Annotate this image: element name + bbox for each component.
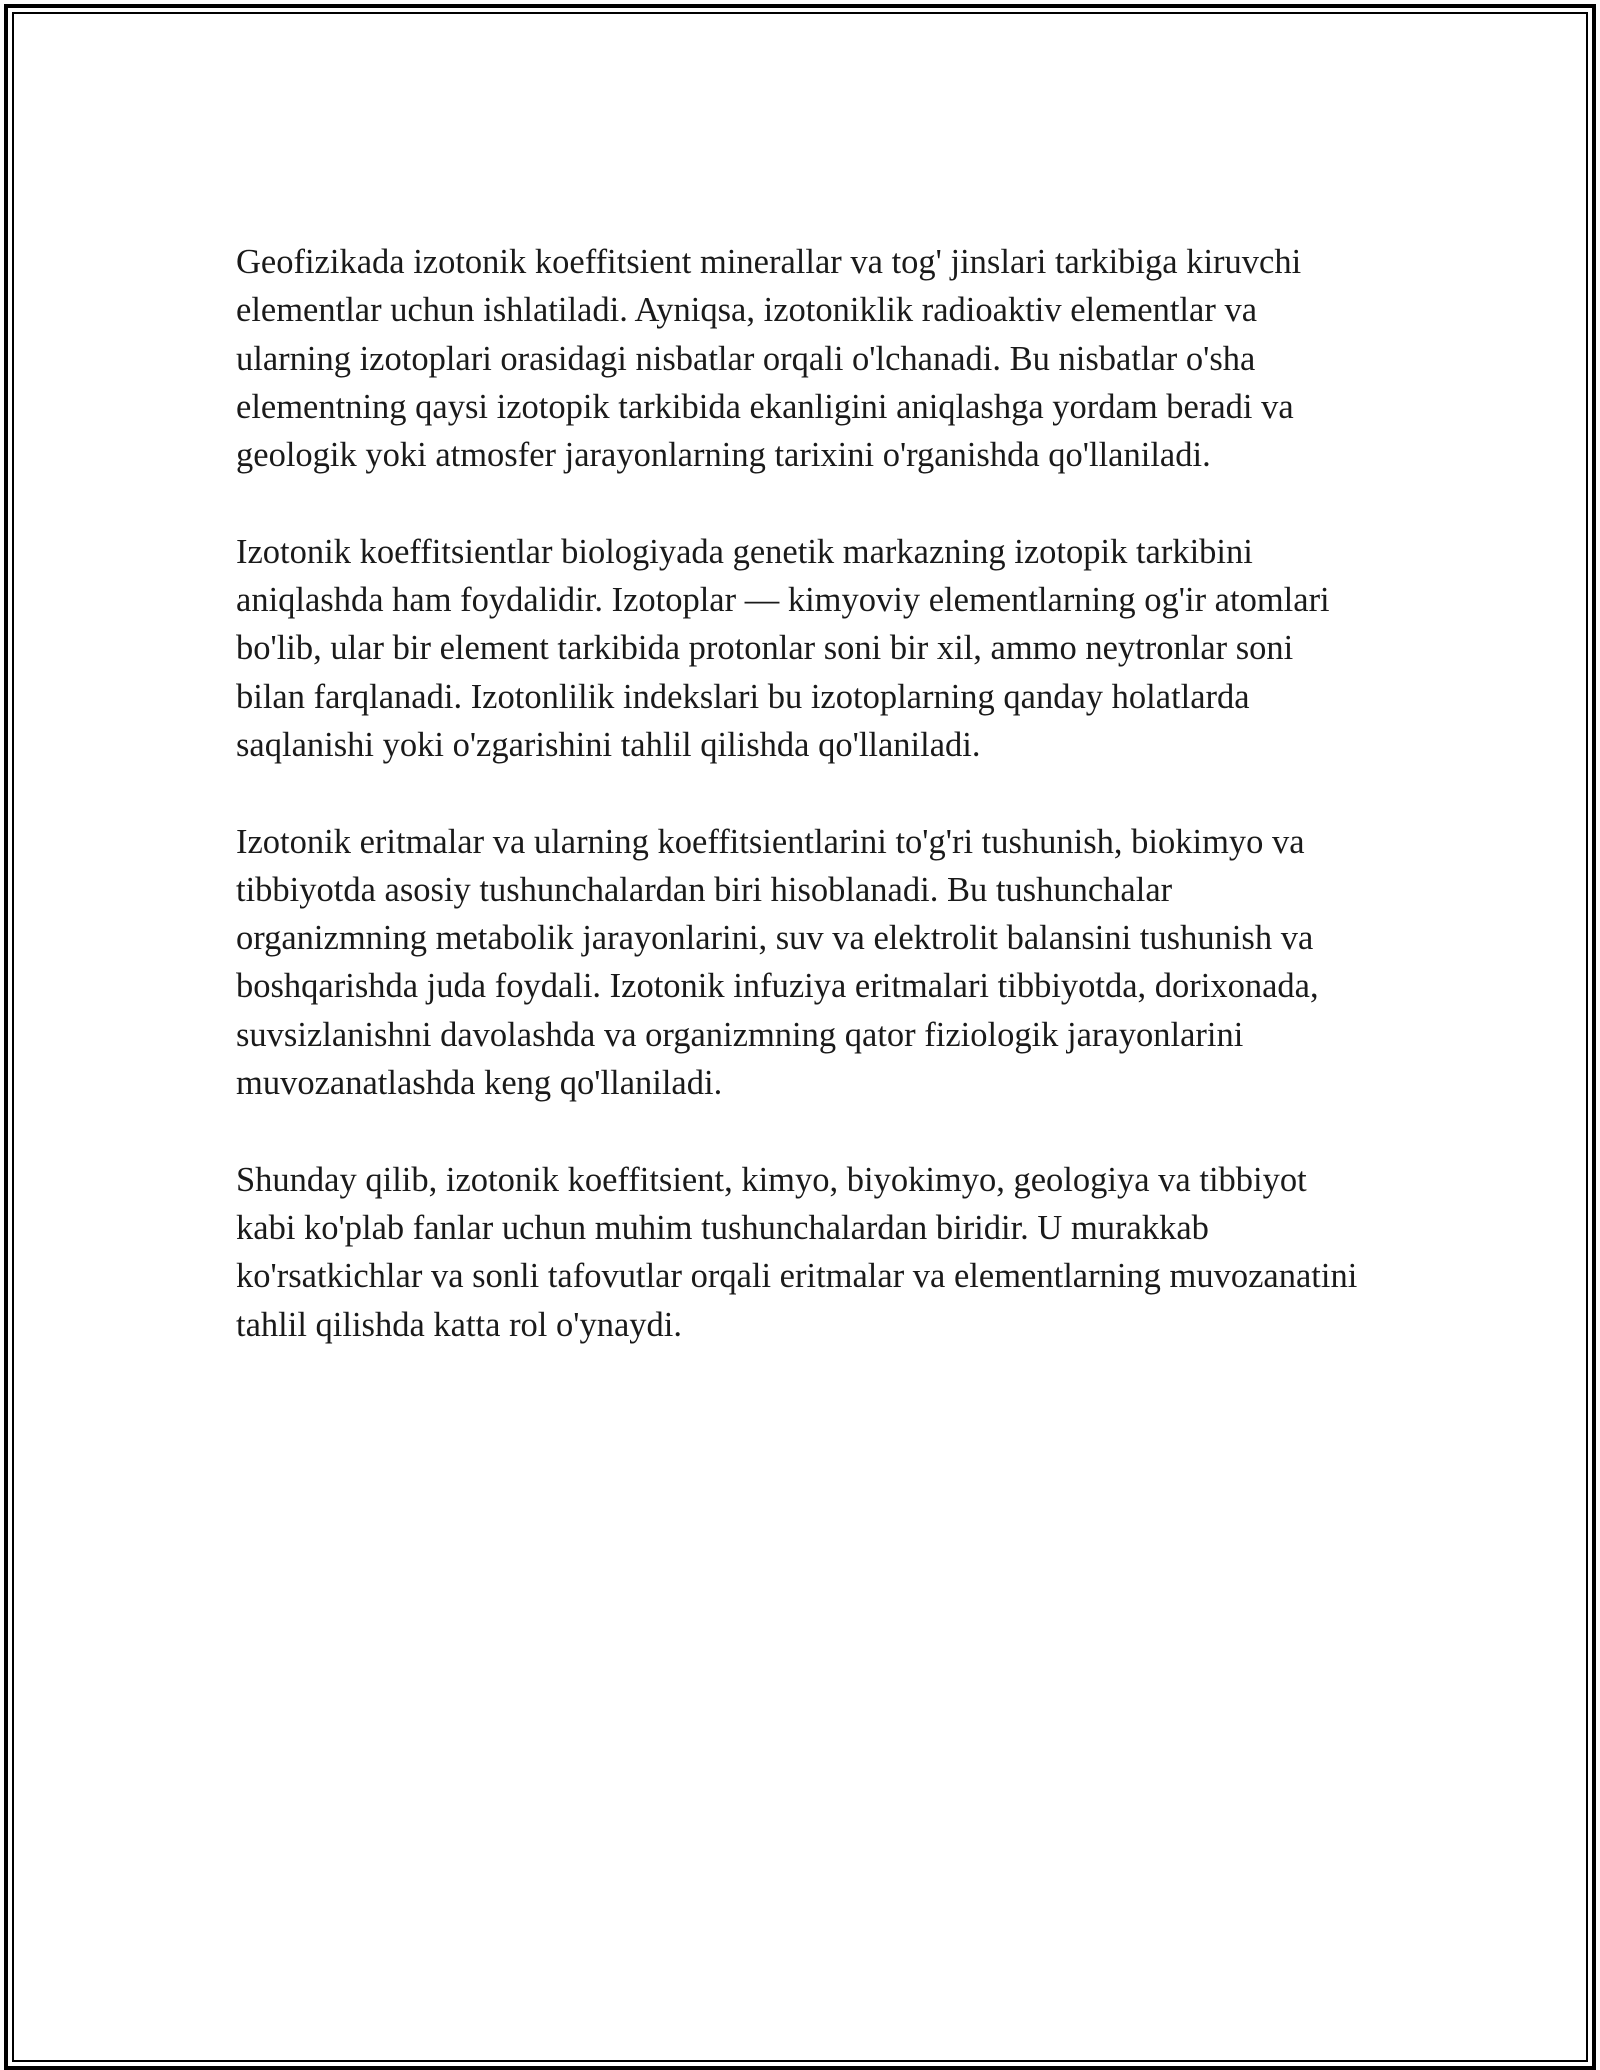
paragraph-medicine: Izotonik eritmalar va ularning koeffitsientlarini to'g'ri tushunish, biokimyo va tibbiyotda asosiy tushunchalardan biri hisoblanadi. Bu tushunchalar organizmning metabolik jarayonlarini, suv va elektrolit balansini tushunish va boshqarishda juda foydali. Izotonik infuziya eritmalari tibbiyotda, dorixonada, suvsizlanishni davolashda va organizmning qator fiziologik jarayonlarini muvozanatlashda keng qo'llaniladi.: [236, 822, 1319, 1103]
paragraph-conclusion: Shunday qilib, izotonik koeffitsient, kimyo, biyokimyo, geologiya va tibbiyot kabi ko'plab fanlar uchun muhim tushunchalardan biridir. U murakkab ko'rsatkichlar va sonli tafovutlar orqali eritmalar va elementlarning muvozanatini tahlil qilishda katta rol o'ynaydi.: [236, 1160, 1358, 1344]
paragraph-geophysics: Geofizikada izotonik koeffitsient minerallar va tog' jinslari tarkibiga kiruvchi elementlar uchun ishlatiladi. Ayniqsa, izotoniklik radioaktiv elementlar va ularning izotoplari orasidagi nisbatlar orqali o'lchanadi. Bu nisbatlar o'sha elementning qaysi izotopik tarkibida ekanligini aniqlashga yordam beradi va geologik yoki atmosfer jarayonlarning tarixini o'rganishda qo'llaniladi.: [236, 243, 1302, 475]
document-body: [236, 238, 1366, 1349]
paragraph-biology: Izotonik koeffitsientlar biologiyada genetik markazning izotopik tarkibini aniqlashda ham foydalidir. Izotoplar — kimyoviy elementlarning og'ir atomlari bo'lib, ular bir element tarkibida protonlar soni bir xil, ammo neytronlar soni bilan farqlanadi. Izotonlilik indekslari bu izotoplarning qanday holatlarda saqlanishi yoki o'zgarishini tahlil qilishda qo'llaniladi.: [236, 532, 1330, 764]
